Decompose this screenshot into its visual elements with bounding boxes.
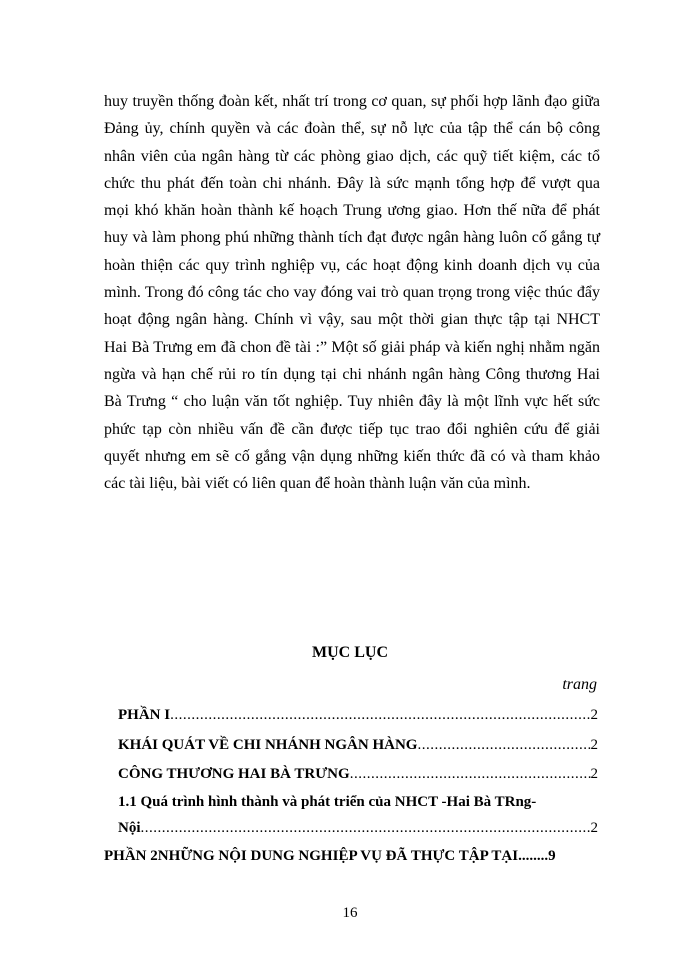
toc-entry-page: 2 <box>590 707 598 723</box>
body-line: ngừa và hạn chế rủi ro tín dụng tại chi nhánh ngân hàng Công thương Hai <box>104 365 600 383</box>
body-line: huy truyền thống đoàn kết, nhất trí trong cơ quan, sự phối hợp lãnh đạo giữa <box>104 93 600 110</box>
body-line: quyết nhưng em sẽ cố gắng vận dụng những kiến thức đã có và tham khảo <box>104 447 600 465</box>
toc-entry-page: 9 <box>548 848 556 864</box>
toc-entry-label: Nội <box>118 820 141 836</box>
toc-leader-dots <box>350 764 591 784</box>
toc-leader-trail: ........ <box>518 848 549 864</box>
toc-entry-label: CÔNG THƯƠNG HAI BÀ TRƯNG <box>118 766 350 782</box>
toc-entry-label: PHẦN I <box>118 707 171 723</box>
body-line: chức thu phát đến toàn chi nhánh. Đây là sức mạnh tổng hợp để vượt qua <box>104 174 600 192</box>
body-paragraph <box>104 88 600 497</box>
toc-entry-label: PHẦN 2NHỮNG NỘI DUNG NGHIỆP VỤ ĐÃ THỰC TẬP TẠI <box>104 848 519 864</box>
body-line: huy và làm phong phú những thành tích đạt được ngân hàng luôn cố gắng tự <box>104 229 600 247</box>
body-line: Đảng ủy, chính quyền và các đoàn thể, sự nỗ lực của tập thể cán bộ công <box>104 120 600 138</box>
toc-entry-page: 2 <box>590 766 598 782</box>
toc-title: MỤC LỤC <box>312 644 388 661</box>
body-line: mình. Trong đó công tác cho vay đóng vai trò quan trọng trong việc thúc đẩy <box>104 284 600 302</box>
body-line: nhân viên của ngân hàng từ các phòng giao dịch, các quỹ tiết kiệm, các tổ <box>104 147 600 165</box>
toc-entry-phan-1[interactable] <box>118 705 598 725</box>
toc-entry-1-1[interactable] <box>118 818 598 838</box>
toc-page-column-header: trang <box>562 676 597 693</box>
toc-leader-dots <box>417 735 590 755</box>
body-line: các tài liệu, bài viết có liên quan để hoàn thành luận văn của mình. <box>104 475 531 493</box>
body-line: Hai Bà Trưng em đã chon đề tài :” Một số giải pháp và kiến nghị nhằm ngăn <box>104 338 600 356</box>
toc-entry-page: 2 <box>590 737 598 753</box>
body-line: hoàn thiện các quy trình nghiệp vụ, các hoạt động kinh doanh dịch vụ của <box>104 256 600 274</box>
body-line: mọi khó khăn hoàn thành kế hoạch Trung ương giao. Hơn thế nữa để phát <box>104 202 600 220</box>
toc-entry-label: KHÁI QUÁT VỀ CHI NHÁNH NGÂN HÀNG <box>118 737 418 753</box>
toc-entry-page: 2 <box>590 820 598 836</box>
toc-entry-1-1-line1[interactable]: 1.1 Quá trình hình thành và phát triển của NHCT -Hai Bà TRng- <box>118 794 537 810</box>
body-line: hoạt động ngân hàng. Chính vì vậy, sau một thời gian thực tập tại NHCT <box>104 311 600 329</box>
toc-leader-dots <box>170 705 590 725</box>
body-line: Bà Trưng “ cho luận văn tốt nghiệp. Tuy nhiên đây là một lĩnh vực hết sức <box>104 393 600 411</box>
toc-entry-phan-2[interactable] <box>104 846 598 866</box>
toc-entry-khai-quat[interactable] <box>118 735 598 755</box>
toc-leader-dots <box>141 818 591 838</box>
page-number: 16 <box>342 905 358 921</box>
body-line: phức tạp còn nhiều vấn đề cần được tiếp tục trao đổi nghiên cứu để giải <box>104 420 600 438</box>
toc-entry-cong-thuong[interactable] <box>118 764 598 784</box>
